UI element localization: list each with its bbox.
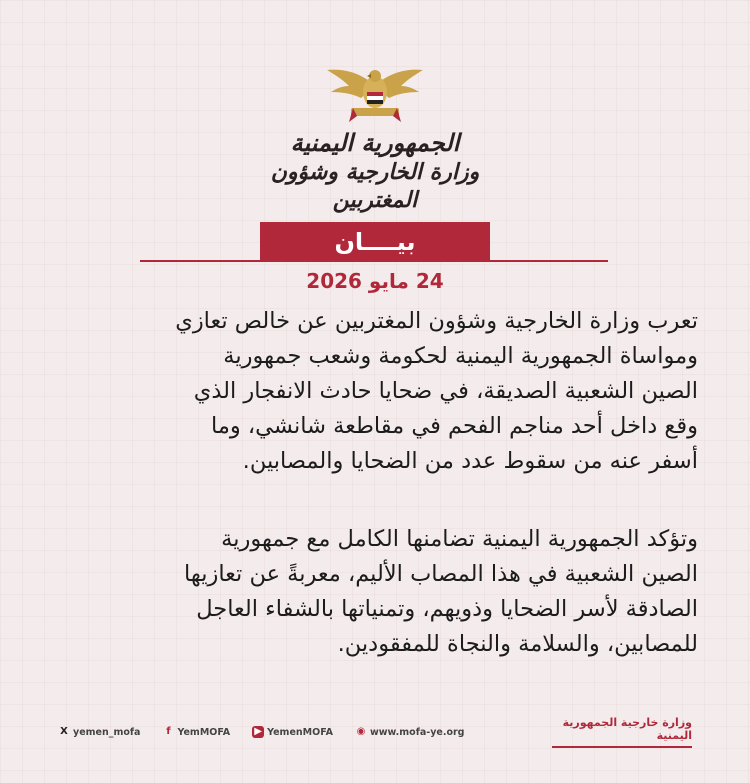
youtube-icon: ▶ — [252, 726, 264, 738]
x-icon: X — [60, 726, 68, 737]
statement-date: 24 مايو 2026 — [306, 269, 444, 293]
ministry-name: وزارة الخارجية وشؤون المغتربين — [270, 159, 480, 213]
text-line: أسفر عنه من سقوط عدد من الضحايا والمصابين. — [242, 448, 698, 474]
social-handle: yemen_mofa — [73, 726, 141, 738]
social-youtube[interactable] — [252, 726, 333, 738]
yemen-eagle-emblem-icon — [323, 56, 427, 128]
footer — [40, 716, 710, 750]
text-line: وقع داخل أحد مناجم الفحم في مقاطعة شانشي، وما — [210, 413, 698, 439]
footer-ministry-name: وزارة خارجية الجمهورية اليمنية — [552, 716, 692, 748]
text-line: ومواساة الجمهورية اليمنية لحكومة وشعب جمهورية — [223, 343, 698, 369]
facebook-icon: f — [166, 726, 171, 737]
social-handle: www.mofa-ye.org — [369, 726, 465, 738]
paragraph-2 — [52, 522, 698, 662]
social-x[interactable] — [58, 726, 140, 738]
statement-body — [52, 304, 698, 662]
paragraph-1 — [52, 304, 698, 479]
text-line: للمصابين، والسلامة والنجاة للمفقودين. — [337, 631, 698, 657]
text-line: وتؤكد الجمهورية اليمنية تضامنها الكامل مع جمهورية — [221, 526, 698, 552]
text-line: الصين الشعبية الصديقة، في ضحايا حادث الانفجار الذي — [193, 378, 698, 404]
social-links — [58, 726, 464, 738]
ministry-header — [250, 128, 500, 214]
text-line: تعرب وزارة الخارجية وشؤون المغتربين عن خالص تعازي — [175, 308, 698, 334]
social-handle: YemMOFA — [177, 726, 231, 738]
web-icon: ◉ — [356, 726, 366, 737]
text-line: الصادقة لأسر الضحايا وذويهم، وتمنياتها بالشفاء العاجل — [196, 596, 698, 622]
social-facebook[interactable] — [162, 726, 230, 738]
social-website[interactable] — [355, 726, 465, 738]
social-handle: YemenMOFA — [267, 726, 333, 738]
statement-banner: بيــــان — [260, 222, 490, 262]
country-name: الجمهورية اليمنية — [290, 128, 460, 157]
text-line: الصين الشعبية في هذا المصاب الأليم، معربةً عن تعازيها — [183, 561, 698, 587]
